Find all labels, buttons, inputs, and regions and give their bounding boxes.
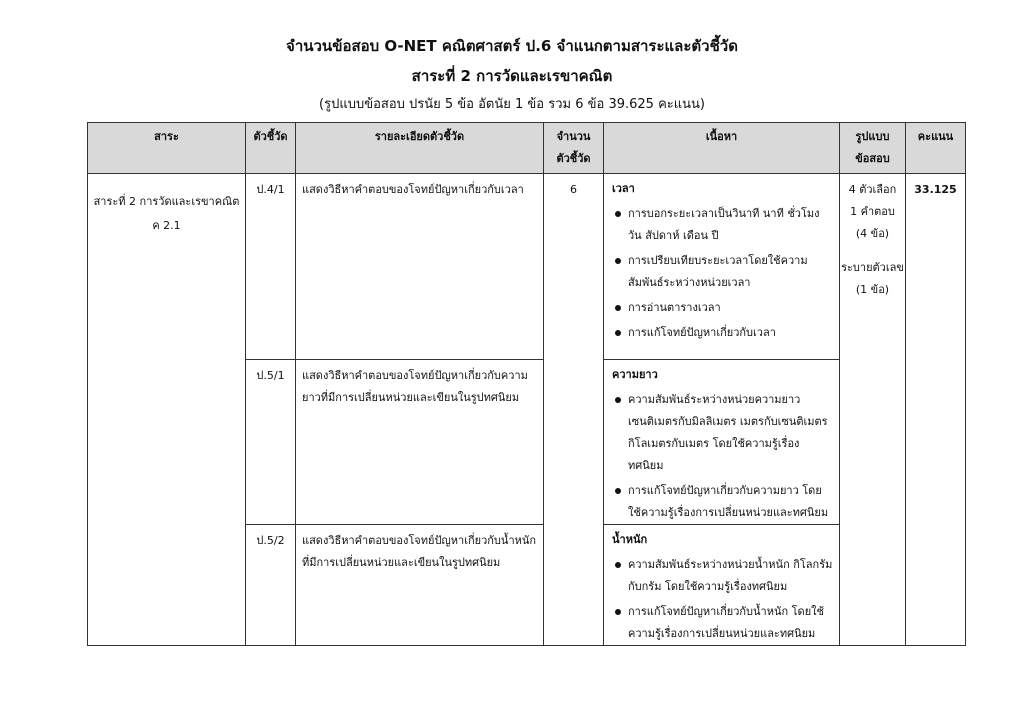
indicator-cell: ป.5/2 bbox=[246, 525, 296, 646]
list-item: การแก้โจทย์ปัญหาเกี่ยวกับความยาว โดยใช้ความรู้เรื่องการเปลี่ยนหน่วยและทศนิยม bbox=[612, 480, 833, 524]
table-row bbox=[88, 174, 966, 360]
content-list bbox=[612, 554, 833, 645]
header-format bbox=[840, 123, 906, 174]
exam-format-subtitle: (รูปแบบข้อสอบ ปรนัย 5 ข้อ อัตนัย 1 ข้อ รวม 6 ข้อ 39.625 คะแนน) bbox=[319, 97, 705, 112]
content-cell bbox=[604, 174, 840, 360]
content-list bbox=[612, 389, 833, 524]
header-count-line2: ตัวชี้วัด bbox=[556, 152, 591, 165]
content-cell bbox=[604, 525, 840, 646]
header-format-line2: ข้อสอบ bbox=[855, 152, 890, 165]
format-numeric-count: (1 ข้อ) bbox=[855, 283, 890, 296]
format-answer: 1 คำตอบ bbox=[850, 205, 895, 218]
sara-cell bbox=[88, 174, 246, 646]
content-cell bbox=[604, 360, 840, 525]
indicator-cell: ป.4/1 bbox=[246, 174, 296, 360]
header-format-line1: รูปแบบ bbox=[855, 130, 890, 143]
list-item: การแก้โจทย์ปัญหาเกี่ยวกับน้ำหนัก โดยใช้ความรู้เรื่องการเปลี่ยนหน่วยและทศนิยม bbox=[612, 601, 833, 645]
indicator-table bbox=[87, 122, 966, 646]
indicator-cell: ป.5/1 bbox=[246, 360, 296, 525]
content-title: น้ำหนัก bbox=[612, 533, 648, 546]
list-item: การอ่านตารางเวลา bbox=[612, 297, 833, 319]
format-mc-count: (4 ข้อ) bbox=[855, 227, 890, 240]
score-cell: 33.125 bbox=[906, 174, 966, 646]
header-count-line1: จำนวน bbox=[556, 130, 591, 143]
table-header-row bbox=[88, 123, 966, 174]
document-title: จำนวนข้อสอบ O-NET คณิตศาสตร์ ป.6 จำแนกตามสาระและตัวชี้วัด bbox=[286, 37, 738, 55]
header-score: คะแนน bbox=[906, 123, 966, 174]
header-detail: รายละเอียดตัวชี้วัด bbox=[296, 123, 544, 174]
format-numeric: ระบายตัวเลข bbox=[841, 261, 904, 274]
header-sara: สาระ bbox=[88, 123, 246, 174]
header-indicator: ตัวชี้วัด bbox=[246, 123, 296, 174]
indicator-count: 6 bbox=[544, 174, 604, 646]
list-item: การแก้โจทย์ปัญหาเกี่ยวกับเวลา bbox=[612, 322, 833, 344]
indicator-detail: แสดงวิธีหาคำตอบของโจทย์ปัญหาเกี่ยวกับน้ำหนักที่มีการเปลี่ยนหน่วยและเขียนในรูปทศนิยม bbox=[296, 525, 544, 646]
list-item: ความสัมพันธ์ระหว่างหน่วยน้ำหนัก กิโลกรัมกับกรัม โดยใช้ความรู้เรื่องทศนิยม bbox=[612, 554, 833, 598]
sara-standard: ค 2.1 bbox=[152, 219, 181, 232]
sara-name: สาระที่ 2 การวัดและเรขาคณิต bbox=[93, 195, 240, 208]
content-title: ความยาว bbox=[612, 368, 658, 381]
indicator-detail: แสดงวิธีหาคำตอบของโจทย์ปัญหาเกี่ยวกับความยาวที่มีการเปลี่ยนหน่วยและเขียนในรูปทศนิยม bbox=[296, 360, 544, 525]
list-item: ความสัมพันธ์ระหว่างหน่วยความยาว เซนติเมตรกับมิลลิเมตร เมตรกับเซนติเมตร กิโลเมตรกับเมตร โดยใช้ความรู้เรื่องทศนิยม bbox=[612, 389, 833, 477]
exam-format-cell bbox=[840, 174, 906, 646]
list-item: การบอกระยะเวลาเป็นวินาที นาที ชั่วโมง วัน สัปดาห์ เดือน ปี bbox=[612, 203, 833, 247]
header-count bbox=[544, 123, 604, 174]
indicator-detail: แสดงวิธีหาคำตอบของโจทย์ปัญหาเกี่ยวกับเวลา bbox=[296, 174, 544, 360]
format-choices: 4 ตัวเลือก bbox=[848, 183, 897, 196]
content-title: เวลา bbox=[612, 182, 635, 195]
list-item: การเปรียบเทียบระยะเวลาโดยใช้ความสัมพันธ์ระหว่างหน่วยเวลา bbox=[612, 250, 833, 294]
content-list bbox=[612, 203, 833, 344]
strand-title: สาระที่ 2 การวัดและเรขาคณิต bbox=[411, 67, 613, 85]
header-content: เนื้อหา bbox=[604, 123, 840, 174]
